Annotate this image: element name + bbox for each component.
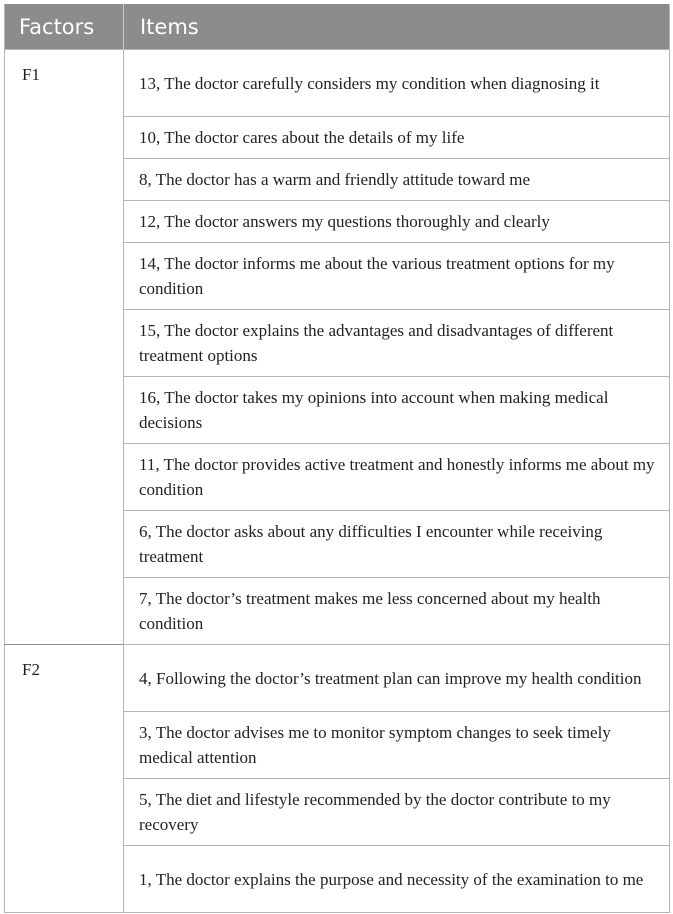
item-cell: 16, The doctor takes my opinions into account when making medical decisions bbox=[124, 377, 670, 444]
item-cell: 6, The doctor asks about any difficulties I encounter while receiving treatment bbox=[124, 511, 670, 578]
item-cell: 14, The doctor informs me about the various treatment options for my condition bbox=[124, 243, 670, 310]
item-cell: 15, The doctor explains the advantages and disadvantages of different treatment options bbox=[124, 310, 670, 377]
header-items: Items bbox=[124, 4, 670, 50]
header-factors: Factors bbox=[5, 4, 124, 50]
item-cell: 5, The diet and lifestyle recommended by the doctor contribute to my recovery bbox=[124, 779, 670, 846]
table-row bbox=[5, 50, 670, 117]
item-cell: 8, The doctor has a warm and friendly attitude toward me bbox=[124, 159, 670, 201]
factor-cell-f2: F2 bbox=[5, 645, 124, 913]
table-row bbox=[5, 645, 670, 712]
item-cell: 13, The doctor carefully considers my condition when diagnosing it bbox=[124, 50, 670, 117]
item-cell: 11, The doctor provides active treatment and honestly informs me about my condition bbox=[124, 444, 670, 511]
factor-items-table bbox=[4, 4, 670, 913]
item-cell: 7, The doctor’s treatment makes me less concerned about my health condition bbox=[124, 578, 670, 645]
item-cell: 1, The doctor explains the purpose and necessity of the examination to me bbox=[124, 846, 670, 913]
item-cell: 12, The doctor answers my questions thoroughly and clearly bbox=[124, 201, 670, 243]
factor-cell-f1: F1 bbox=[5, 50, 124, 645]
header-row bbox=[5, 4, 670, 50]
item-cell: 10, The doctor cares about the details of my life bbox=[124, 117, 670, 159]
item-cell: 4, Following the doctor’s treatment plan can improve my health condition bbox=[124, 645, 670, 712]
item-cell: 3, The doctor advises me to monitor symptom changes to seek timely medical attention bbox=[124, 712, 670, 779]
